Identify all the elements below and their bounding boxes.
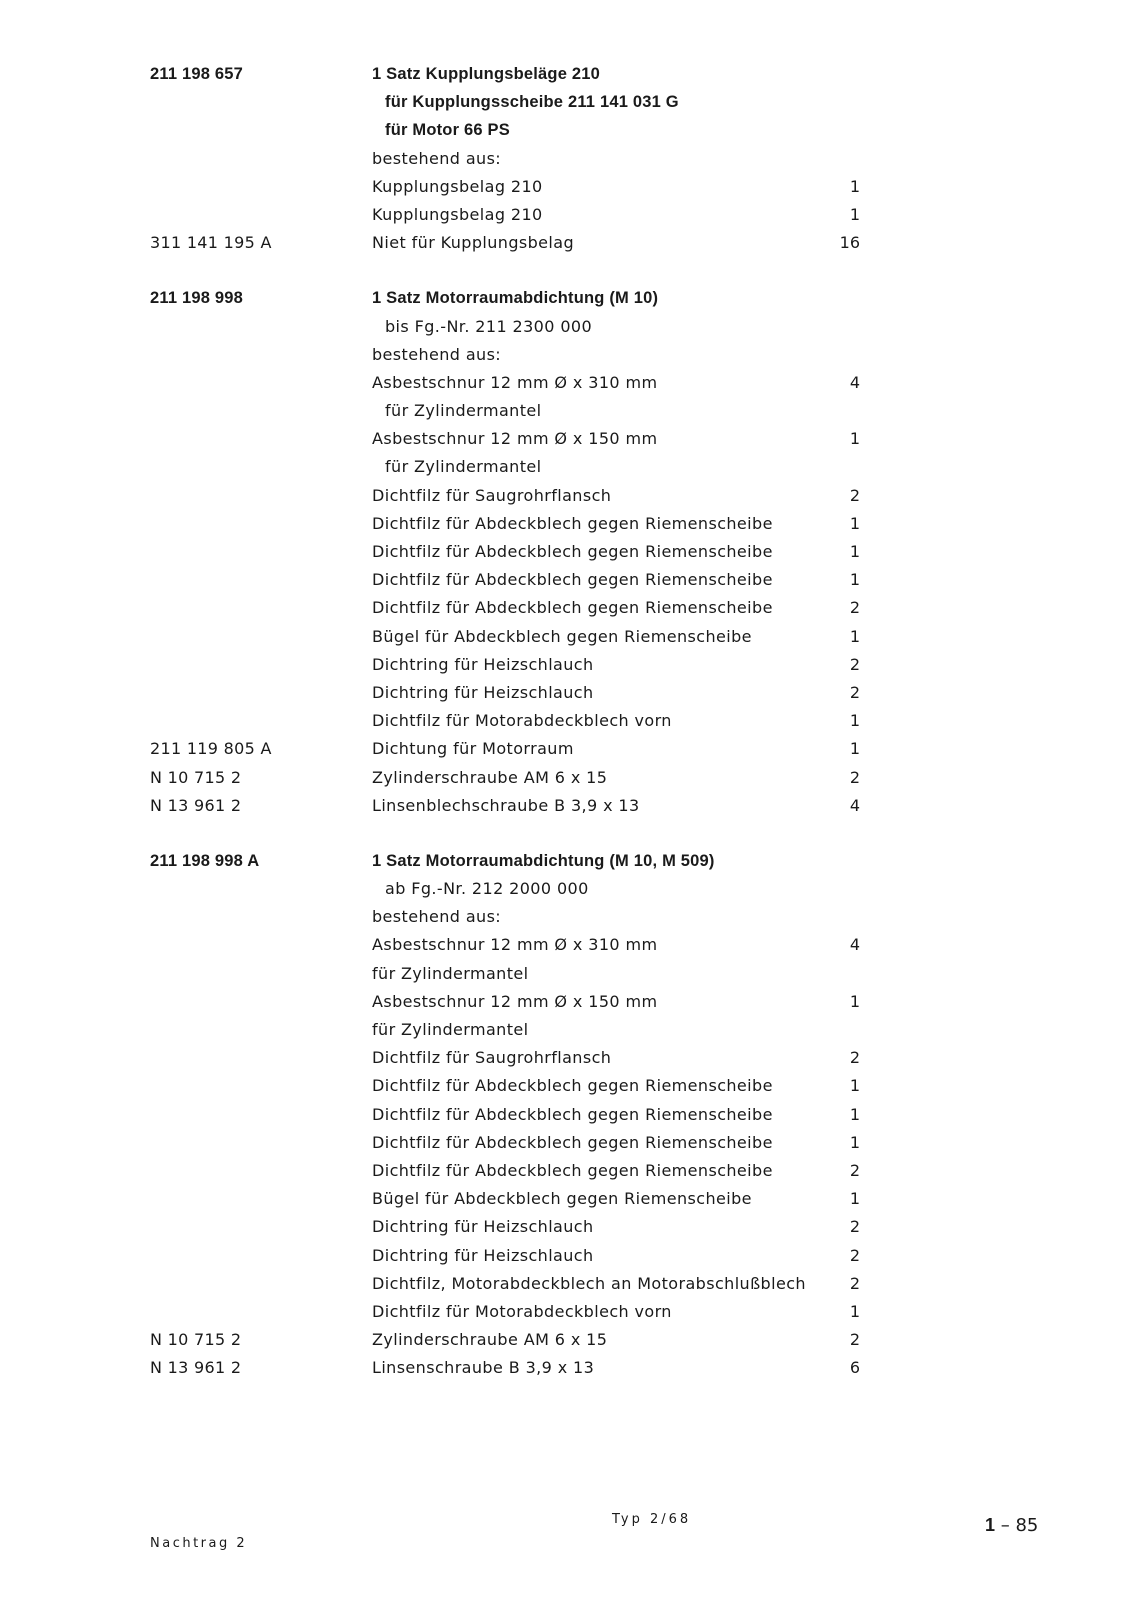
- parts-row: [0, 1354, 1133, 1382]
- parts-row: [0, 60, 1133, 88]
- parts-row: [0, 1298, 1133, 1326]
- part-description: Dichtfilz für Abdeckblech gegen Riemenscheibe: [372, 598, 773, 618]
- part-description: bestehend aus:: [372, 148, 502, 168]
- parts-row: [0, 313, 1133, 341]
- page-section: 1: [985, 1515, 996, 1535]
- part-description: Dichtung für Motorraum: [372, 739, 574, 759]
- part-description: Dichtfilz für Motorabdeckblech vorn: [372, 1301, 672, 1321]
- part-description: Bügel für Abdeckblech gegen Riemenscheibe: [372, 1189, 752, 1209]
- parts-row: [0, 594, 1133, 622]
- part-quantity: 4: [849, 795, 860, 815]
- parts-row: [0, 875, 1133, 903]
- part-description: für Zylindermantel: [372, 963, 529, 983]
- part-description: 1 Satz Motorraumabdichtung (M 10, M 509): [372, 851, 715, 870]
- parts-row: [0, 903, 1133, 931]
- part-quantity: 1: [849, 626, 860, 646]
- part-description: 1 Satz Kupplungsbeläge 210: [372, 65, 601, 83]
- part-number: 211 198 998 A: [150, 851, 260, 870]
- parts-row: [0, 425, 1133, 453]
- parts-row: [0, 538, 1133, 566]
- part-description: Dichtfilz für Abdeckblech gegen Riemenscheibe: [372, 570, 773, 590]
- part-description: Dichtfilz für Saugrohrflansch: [372, 485, 612, 505]
- part-quantity: 2: [849, 485, 860, 505]
- part-description: Dichtring für Heizschlauch: [372, 682, 594, 702]
- part-quantity: 2: [849, 598, 860, 618]
- part-quantity: 1: [849, 429, 860, 449]
- part-number: N 10 715 2: [150, 767, 242, 787]
- parts-group: [0, 60, 1133, 257]
- part-description: Linsenschraube B 3,9 x 13: [372, 1358, 595, 1378]
- part-quantity: 1: [849, 1301, 860, 1321]
- part-quantity: 4: [849, 935, 860, 955]
- parts-row: [0, 735, 1133, 763]
- parts-row: [0, 623, 1133, 651]
- part-description: Dichtfilz für Motorabdeckblech vorn: [372, 711, 672, 731]
- part-description: 1 Satz Motorraumabdichtung (M 10): [372, 289, 659, 308]
- part-quantity: 1: [849, 513, 860, 533]
- part-description: Dichtring für Heizschlauch: [372, 1245, 594, 1265]
- parts-row: [0, 229, 1133, 257]
- parts-list: [0, 60, 1133, 1409]
- part-description: für Kupplungsscheibe 211 141 031 G: [385, 93, 679, 112]
- parts-row: [0, 566, 1133, 594]
- parts-row: [0, 651, 1133, 679]
- part-description: Zylinderschraube AM 6 x 15: [372, 767, 608, 787]
- part-description: Kupplungsbelag 210: [372, 204, 543, 224]
- part-description: Asbestschnur 12 mm Ø x 150 mm: [372, 429, 658, 449]
- parts-row: [0, 284, 1133, 312]
- part-description: Dichtfilz für Abdeckblech gegen Riemenscheibe: [372, 513, 773, 533]
- part-description: Dichtfilz für Abdeckblech gegen Riemenscheibe: [372, 542, 773, 561]
- part-number: 211 198 998: [150, 289, 244, 308]
- parts-group: [0, 847, 1133, 1383]
- parts-row: [0, 960, 1133, 988]
- parts-row: [0, 1213, 1133, 1241]
- part-description: Zylinderschraube AM 6 x 15: [372, 1330, 608, 1350]
- part-description: Dichtfilz für Abdeckblech gegen Riemenscheibe: [372, 1132, 773, 1152]
- part-number: 211 198 657: [150, 65, 244, 83]
- part-description: Dichtfilz für Saugrohrflansch: [372, 1048, 612, 1068]
- page-number: [985, 1515, 1038, 1536]
- part-quantity: 1: [849, 570, 860, 590]
- parts-row: [0, 764, 1133, 792]
- parts-row: [0, 116, 1133, 144]
- part-description: Linsenblechschraube B 3,9 x 13: [372, 795, 640, 815]
- part-quantity: 1: [849, 204, 860, 224]
- part-quantity: 6: [849, 1358, 860, 1378]
- parts-row: [0, 1326, 1133, 1354]
- parts-row: [0, 1044, 1133, 1072]
- parts-row: [0, 453, 1133, 481]
- part-quantity: 1: [849, 991, 860, 1011]
- part-description: Dichtfilz für Abdeckblech gegen Riemenscheibe: [372, 1076, 773, 1096]
- part-description: Kupplungsbelag 210: [372, 176, 543, 196]
- part-description: bestehend aus:: [372, 344, 502, 364]
- part-quantity: 2: [849, 1048, 860, 1068]
- parts-row: [0, 1129, 1133, 1157]
- parts-row: [0, 173, 1133, 201]
- parts-row: [0, 679, 1133, 707]
- parts-row: [0, 341, 1133, 369]
- parts-row: [0, 792, 1133, 820]
- part-quantity: 4: [849, 372, 860, 392]
- part-quantity: 2: [849, 1217, 860, 1237]
- part-description: Niet für Kupplungsbelag: [372, 233, 575, 253]
- part-description: für Zylindermantel: [385, 457, 542, 477]
- parts-row: [0, 931, 1133, 959]
- part-number: N 10 715 2: [150, 1330, 242, 1350]
- parts-row: [0, 1016, 1133, 1044]
- part-quantity: 2: [849, 1273, 860, 1293]
- parts-row: [0, 707, 1133, 735]
- part-number: N 13 961 2: [150, 795, 242, 815]
- part-quantity: 16: [839, 233, 860, 253]
- part-quantity: 2: [849, 767, 860, 787]
- part-quantity: 1: [849, 1132, 860, 1152]
- parts-row: [0, 1242, 1133, 1270]
- page-dash: –: [1000, 1515, 1010, 1536]
- parts-row: [0, 1101, 1133, 1129]
- part-quantity: 1: [849, 176, 860, 196]
- type-label: Typ 2/68: [612, 1512, 692, 1527]
- part-description: ab Fg.-Nr. 212 2000 000: [385, 879, 589, 899]
- parts-row: [0, 1270, 1133, 1298]
- part-quantity: 1: [849, 542, 860, 561]
- part-quantity: 1: [849, 1104, 860, 1124]
- part-description: Asbestschnur 12 mm Ø x 150 mm: [372, 991, 658, 1011]
- parts-row: [0, 510, 1133, 538]
- parts-row: [0, 482, 1133, 510]
- part-number: 311 141 195 A: [150, 233, 272, 253]
- part-description: Dichtring für Heizschlauch: [372, 654, 594, 674]
- part-description: für Zylindermantel: [385, 401, 542, 421]
- parts-group: [0, 284, 1133, 820]
- parts-row: [0, 1185, 1133, 1213]
- parts-row: [0, 397, 1133, 425]
- parts-row: [0, 1072, 1133, 1100]
- part-description: für Motor 66 PS: [385, 121, 510, 140]
- part-quantity: 1: [849, 711, 860, 731]
- part-description: Dichtfilz für Abdeckblech gegen Riemenscheibe: [372, 1160, 773, 1180]
- part-quantity: 2: [849, 1330, 860, 1350]
- part-quantity: 2: [849, 682, 860, 702]
- parts-row: [0, 1157, 1133, 1185]
- supplement-label: Nachtrag 2: [150, 1536, 248, 1551]
- page-number-value: 85: [1015, 1515, 1039, 1536]
- part-description: Asbestschnur 12 mm Ø x 310 mm: [372, 372, 658, 392]
- part-description: Dichtfilz, Motorabdeckblech an Motorabschlußblech: [372, 1273, 806, 1293]
- part-description: Dichtfilz für Abdeckblech gegen Riemenscheibe: [372, 1104, 773, 1124]
- parts-row: [0, 988, 1133, 1016]
- part-quantity: 2: [849, 654, 860, 674]
- part-quantity: 1: [849, 1076, 860, 1096]
- part-description: bis Fg.-Nr. 211 2300 000: [385, 316, 593, 336]
- part-quantity: 1: [849, 739, 860, 759]
- part-quantity: 2: [849, 1245, 860, 1265]
- part-description: bestehend aus:: [372, 907, 502, 927]
- parts-row: [0, 145, 1133, 173]
- parts-row: [0, 88, 1133, 116]
- parts-row: [0, 847, 1133, 875]
- parts-row: [0, 369, 1133, 397]
- part-description: Dichtring für Heizschlauch: [372, 1217, 594, 1237]
- part-quantity: 1: [849, 1189, 860, 1209]
- part-description: Bügel für Abdeckblech gegen Riemenscheibe: [372, 626, 752, 646]
- parts-row: [0, 201, 1133, 229]
- part-quantity: 2: [849, 1160, 860, 1180]
- part-number: 211 119 805 A: [150, 739, 272, 759]
- part-number: N 13 961 2: [150, 1358, 242, 1378]
- part-description: Asbestschnur 12 mm Ø x 310 mm: [372, 935, 658, 955]
- part-description: für Zylindermantel: [372, 1020, 529, 1039]
